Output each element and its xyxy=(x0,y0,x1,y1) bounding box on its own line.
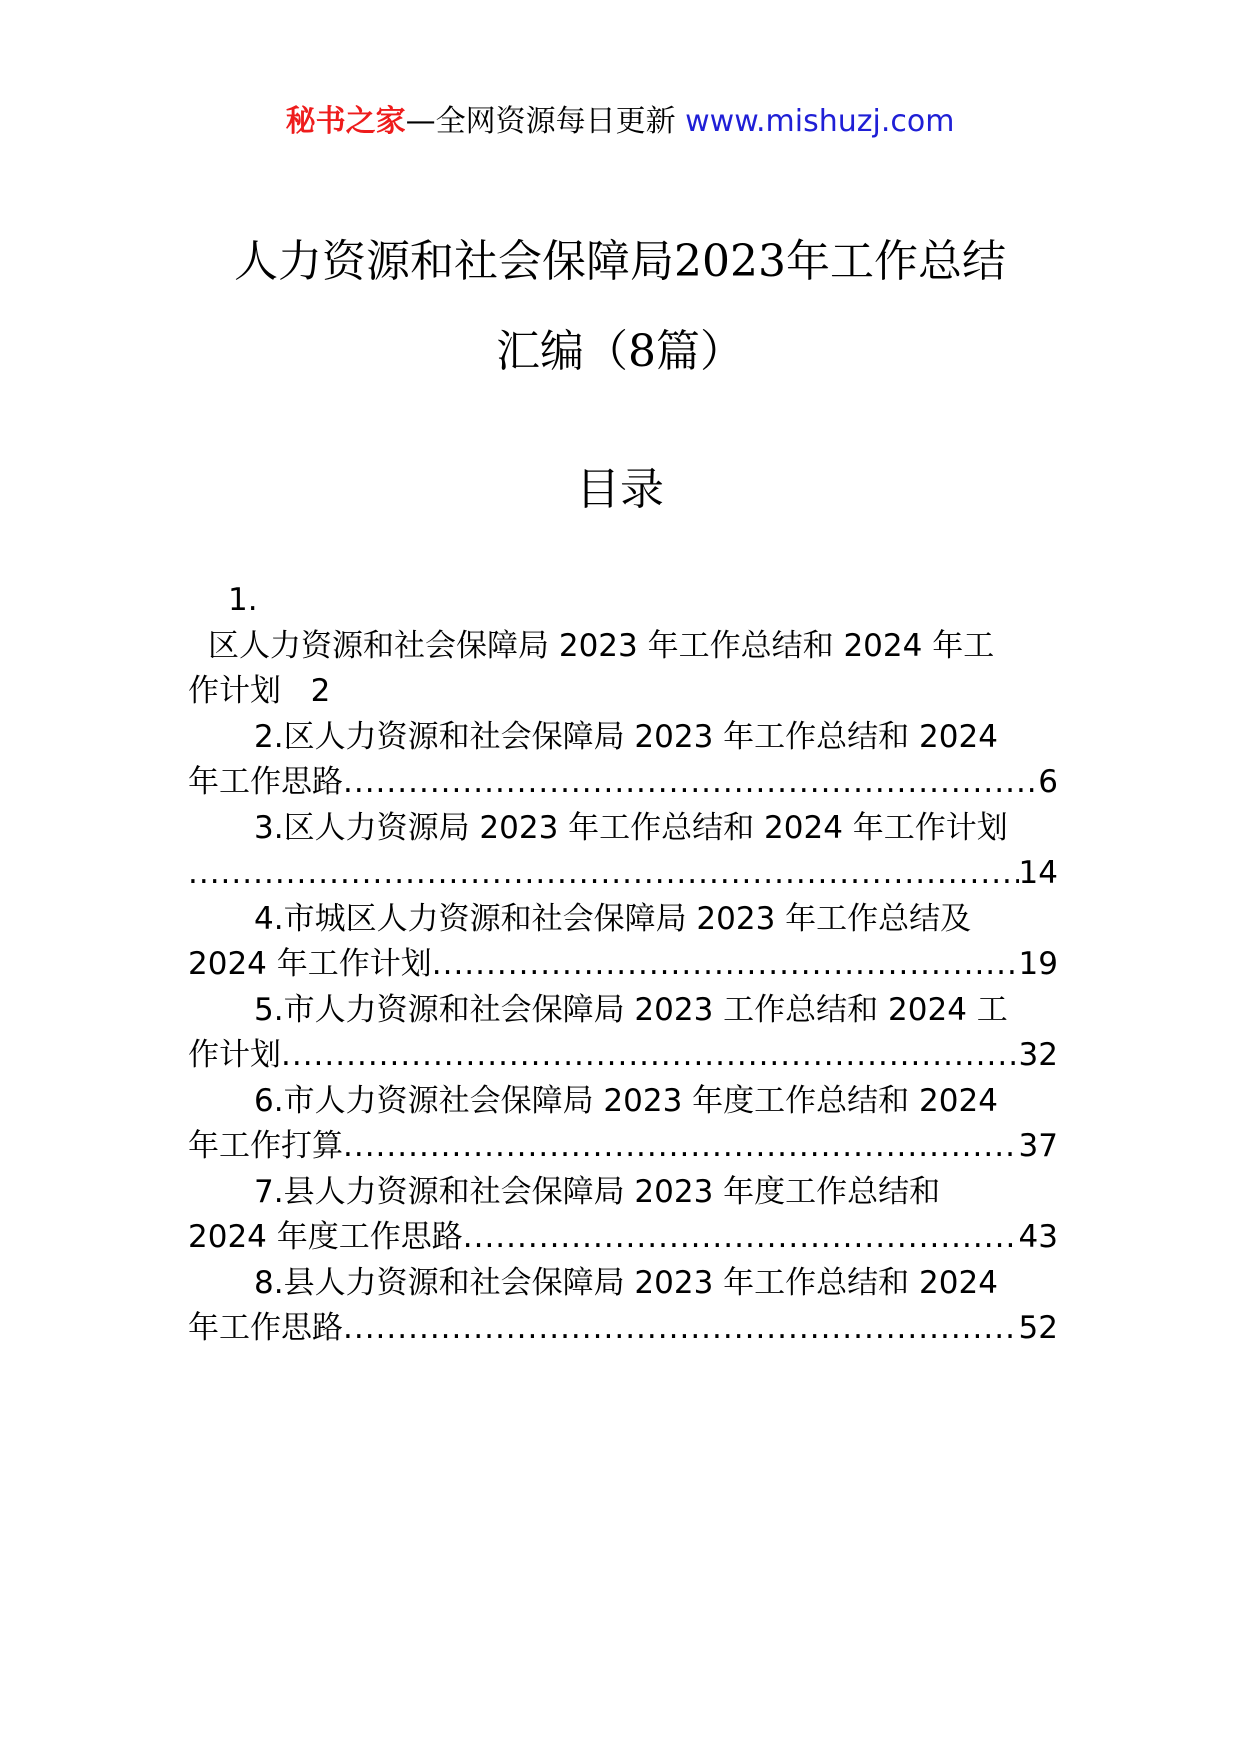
table-of-contents xyxy=(188,578,1058,1352)
toc-entry-leader-line xyxy=(188,1124,1058,1170)
toc-entry-title-line-a: 2.区人力资源和社会保障局 2023 年工作总结和 2024 xyxy=(254,718,998,755)
toc-leader-dots xyxy=(281,1033,1019,1079)
toc-entry-title-line-b: 年工作打算 xyxy=(188,1128,343,1164)
toc-leader-dots xyxy=(343,1306,1019,1352)
toc-entry-leader-line xyxy=(188,1215,1058,1261)
title-suffix: 年工作总结 xyxy=(785,236,1006,287)
toc-entry-5[interactable] xyxy=(188,988,1058,1079)
toc-leader-dots xyxy=(463,1215,1019,1261)
toc-entry-leader-line xyxy=(188,942,1058,988)
brand-name: 秘书之家 xyxy=(285,104,406,139)
toc-entry-page: 19 xyxy=(1018,946,1058,982)
toc-entry-title-line-b: 作计划 2 xyxy=(188,673,331,709)
toc-entry-title-line-a: 3.区人力资源局 2023 年工作总结和 2024 年工作计划 xyxy=(254,809,1008,846)
toc-entry-title-line-b: 作计划 xyxy=(188,1037,281,1073)
toc-leader-dots xyxy=(343,760,1038,806)
toc-entry-page: 6 xyxy=(1038,764,1058,800)
brand-slogan: —全网资源每日更新 xyxy=(405,104,676,139)
toc-entry-title-line-b: 2024 年度工作思路 xyxy=(188,1219,463,1255)
toc-entry-title-line-a: 7.县人力资源和社会保障局 2023 年度工作总结和 xyxy=(254,1173,941,1210)
title-prefix: 人力资源和社会保障局 xyxy=(234,236,674,287)
toc-entry-leader-line xyxy=(188,760,1058,806)
toc-leader-dots xyxy=(432,942,1019,988)
toc-entry-8[interactable] xyxy=(188,1261,1058,1352)
toc-entry-title-line-a: 4.市城区人力资源和社会保障局 2023 年工作总结及 xyxy=(254,900,972,937)
toc-entry-page: 43 xyxy=(1018,1219,1058,1255)
toc-entry-title-line-a: 8.县人力资源和社会保障局 2023 年工作总结和 2024 xyxy=(254,1264,998,1301)
toc-entry-7[interactable] xyxy=(188,1170,1058,1261)
title-year: 2023 xyxy=(674,236,786,287)
toc-entry-1[interactable] xyxy=(188,578,1058,715)
toc-entry-title-line-b: 年工作思路 xyxy=(188,764,343,800)
title-line2-prefix: 汇编（ xyxy=(496,326,628,377)
site-header xyxy=(0,102,1240,142)
toc-entry-page: 32 xyxy=(1018,1037,1058,1073)
toc-entry-3[interactable] xyxy=(188,806,1058,897)
toc-entry-page: 52 xyxy=(1018,1310,1058,1346)
toc-entry-title-line-a: 区人力资源和社会保障局 2023 年工作总结和 2024 年工 xyxy=(208,627,995,664)
toc-entry-number: 1. xyxy=(228,582,258,618)
toc-entry-page: 2 xyxy=(310,673,331,709)
document-title-line-1 xyxy=(0,232,1240,292)
toc-entry-title-line-a: 5.市人力资源和社会保障局 2023 工作总结和 2024 工 xyxy=(254,991,1008,1028)
toc-entry-page: 14 xyxy=(1018,855,1058,891)
toc-entry-2[interactable] xyxy=(188,715,1058,806)
toc-entry-leader-line xyxy=(188,1033,1058,1079)
toc-entry-leader-line xyxy=(188,1306,1058,1352)
toc-entry-leader-line xyxy=(188,851,1058,897)
document-title-line-2 xyxy=(0,322,1240,382)
toc-leader-dots xyxy=(343,1124,1019,1170)
toc-entry-title-line-b: 2024 年工作计划 xyxy=(188,946,432,982)
toc-heading: 目录 xyxy=(576,464,664,515)
toc-entry-title-line-b: 年工作思路 xyxy=(188,1310,343,1346)
toc-leader-dots xyxy=(188,851,1019,897)
toc-entry-page: 37 xyxy=(1018,1128,1058,1164)
toc-entry-title-line-a: 6.市人力资源社会保障局 2023 年度工作总结和 2024 xyxy=(254,1082,998,1119)
toc-entry-6[interactable] xyxy=(188,1079,1058,1170)
title-count: 8 xyxy=(628,326,656,377)
toc-entry-4[interactable] xyxy=(188,897,1058,988)
site-url-link[interactable]: www.mishuzj.com xyxy=(685,104,955,139)
title-line2-suffix: 篇） xyxy=(656,326,744,377)
